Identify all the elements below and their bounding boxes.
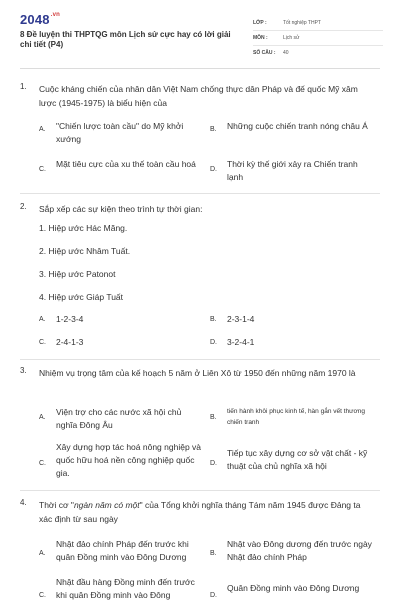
option-letter: C. [39, 339, 46, 346]
question-text-emphasis: ngàn năm có một [73, 500, 140, 510]
option-d[interactable]: Thời kỳ thế giới xảy ra Chiến tranh lạnh [227, 159, 358, 182]
option-letter: D. [210, 460, 217, 467]
sequence-item: 3. Hiệp ước Patonot [39, 269, 116, 279]
document-title: 8 Đề luyện thi THPTQG môn Lịch sử cực hay có lời giải chi tiết (P4) [20, 30, 231, 49]
option-letter: D. [210, 339, 217, 346]
option-letter: A. [39, 414, 46, 421]
option-letter: B. [210, 316, 217, 323]
option-letter: B. [210, 550, 217, 557]
meta-label: SỐ CÂU : [253, 50, 276, 56]
option-letter: B. [210, 414, 217, 421]
question-number: 2. [20, 202, 27, 211]
question-divider [20, 359, 380, 360]
meta-row-class [253, 16, 383, 31]
question-text-prefix: Thời cơ " [39, 500, 74, 510]
option-letter: A. [39, 316, 46, 323]
option-letter: A. [39, 126, 46, 133]
option-b[interactable]: tiến hành khôi phục kinh tế, hàn gắn vết thương chiến tranh [227, 408, 365, 426]
question-text: Cuộc kháng chiến của nhân dân Việt Nam chống thực dân Pháp và đế quốc Mỹ xâm lược (1945-1975) là biểu hiện của [39, 84, 358, 108]
question-number: 1. [20, 82, 27, 91]
option-letter: C. [39, 460, 46, 467]
question-4 [20, 498, 380, 600]
option-d[interactable]: 3-2-4-1 [227, 337, 255, 347]
option-c[interactable]: 2-4-1-3 [56, 337, 84, 347]
option-a[interactable]: Nhật đảo chính Pháp đến trước khi quân Đồng minh vào Đông Dương [56, 539, 189, 562]
page-header [0, 0, 400, 66]
question-divider [20, 490, 380, 491]
option-a[interactable]: 1-2-3-4 [56, 314, 84, 324]
question-text [39, 498, 374, 526]
option-d[interactable]: Tiếp tục xây dựng cơ sở vật chất - kỹ thuật của chủ nghĩa xã hội [227, 448, 368, 471]
option-letter: C. [39, 166, 46, 173]
option-c[interactable]: Mặt tiêu cực của xu thế toàn cầu hoá [56, 159, 196, 169]
sequence-item: 4. Hiệp ước Giáp Tuất [39, 292, 124, 302]
question-text: Nhiệm vụ trọng tâm của kế hoạch 5 năm ở Liên Xô từ 1950 đến những năm 1970 là [39, 368, 356, 378]
logo-suffix: .vn [50, 12, 61, 18]
meta-row-subject [253, 31, 383, 46]
question-text-suffix: " của Tổng khởi nghĩa tháng Tám năm 1945 được Đảng ta xác định từ sau ngày [39, 500, 361, 524]
option-b[interactable]: Những cuộc chiến tranh nóng châu Á [227, 121, 368, 131]
header-divider [20, 68, 380, 69]
option-letter: D. [210, 592, 217, 599]
option-c[interactable]: Nhật đầu hàng Đồng minh đến trước khi quân Đồng minh vào Đông [56, 577, 195, 600]
site-logo[interactable] [20, 12, 60, 27]
option-letter: B. [210, 126, 217, 133]
question-text: Sắp xếp các sự kiện theo trình tự thời gian: [39, 204, 203, 214]
meta-row-question-count [253, 46, 383, 60]
question-number: 3. [20, 366, 27, 375]
logo-text: 2048 [20, 12, 50, 27]
question-1 [20, 82, 380, 192]
question-3 [20, 366, 380, 486]
option-c[interactable]: Xây dựng hợp tác hoá nông nghiệp và quốc hữu hoá nền công nghiệp quốc gia. [56, 442, 202, 478]
meta-value: Tốt nghiệp THPT [283, 20, 321, 26]
option-letter: A. [39, 550, 46, 557]
option-b[interactable]: 2-3-1-4 [227, 314, 255, 324]
option-b[interactable]: Nhật vào Đông dương đến trước ngày Nhật đảo chính Pháp [227, 539, 372, 562]
option-a[interactable]: "Chiến lược toàn cầu" do Mỹ khởi xướng [56, 121, 184, 144]
option-d[interactable]: Quân Đồng minh vào Đông Dương [227, 583, 360, 593]
meta-label: MÔN : [253, 35, 268, 41]
option-letter: D. [210, 166, 217, 173]
sequence-item: 2. Hiệp ước Nhâm Tuất. [39, 246, 131, 256]
option-letter: C. [39, 592, 46, 599]
meta-label: LỚP : [253, 20, 267, 26]
question-2 [20, 202, 380, 352]
sequence-item: 1. Hiệp ước Hác Măng. [39, 223, 128, 233]
document-meta [253, 16, 383, 60]
option-a[interactable]: Viện trợ cho các nước xã hội chủ nghĩa Đông Âu [56, 407, 182, 430]
meta-value: Lịch sử [283, 35, 300, 41]
question-divider [20, 193, 380, 194]
meta-value: 40 [283, 50, 289, 56]
question-number: 4. [20, 498, 27, 507]
